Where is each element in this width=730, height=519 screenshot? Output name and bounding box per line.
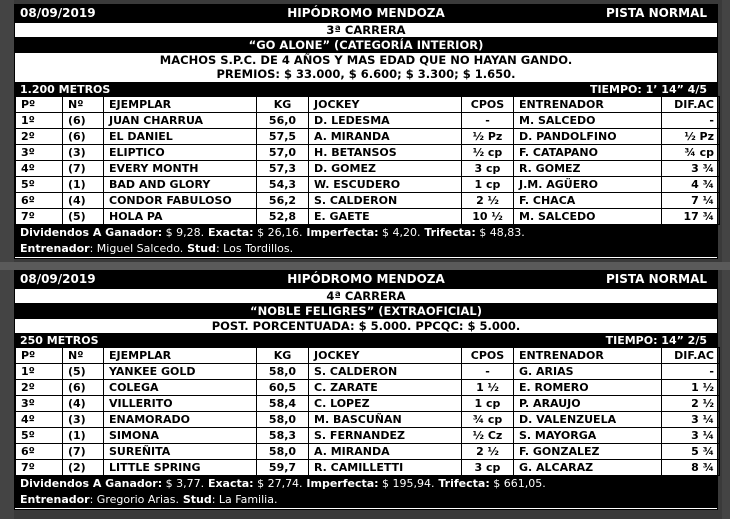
cumulative-diff: 3 ¼ <box>662 412 720 428</box>
race-conditions: POST. PORCENTUADA: $ 5.000. PPCQC: $ 5.000. <box>15 318 717 333</box>
ganador-value: $ 9,28. <box>162 226 205 239</box>
weight: 57,3 <box>257 161 309 177</box>
weight: 56,2 <box>257 193 309 209</box>
post-number: (4) <box>63 396 104 412</box>
dividends-line <box>15 476 717 492</box>
horse-name: YANKEE GOLD <box>104 364 257 380</box>
weight: 58,0 <box>257 364 309 380</box>
table-row <box>16 444 720 460</box>
col-lengths: CPOS <box>462 348 514 364</box>
weight: 60,5 <box>257 380 309 396</box>
cumulative-diff: 7 ¼ <box>662 193 720 209</box>
trainer: D. PANDOLFINO <box>514 129 662 145</box>
trainer-line <box>15 241 717 257</box>
imperfecta-value: $ 4,20. <box>378 226 421 239</box>
weight: 58,0 <box>257 444 309 460</box>
trainer-value: : Miguel Salcedo. <box>89 242 184 255</box>
jockey: M. BASCUÑAN <box>309 412 462 428</box>
col-position: Pº <box>16 97 63 113</box>
lengths: ½ Pz <box>462 129 514 145</box>
position: 1º <box>16 113 63 129</box>
table-row <box>16 428 720 444</box>
lengths: - <box>462 364 514 380</box>
post-number: (6) <box>63 129 104 145</box>
jockey: A. MIRANDA <box>309 129 462 145</box>
post-number: (3) <box>63 412 104 428</box>
weight: 56,0 <box>257 113 309 129</box>
trainer: G. ALCARAZ <box>514 460 662 476</box>
horse-name: VILLERITO <box>104 396 257 412</box>
lengths: ½ cp <box>462 145 514 161</box>
post-number: (2) <box>63 460 104 476</box>
track-condition: PISTA NORMAL <box>606 6 707 20</box>
ganador-value: $ 3,77. <box>162 477 205 490</box>
trainer: R. GOMEZ <box>514 161 662 177</box>
lengths: 3 cp <box>462 161 514 177</box>
lengths: 1 cp <box>462 396 514 412</box>
trainer: P. ARAUJO <box>514 396 662 412</box>
lengths: ½ Cz <box>462 428 514 444</box>
post-number: (4) <box>63 193 104 209</box>
stud-value: : La Familia. <box>211 493 278 506</box>
separator-stripe <box>0 262 730 270</box>
trainer-label: Entrenador <box>20 493 90 506</box>
trifecta-value: $ 48,83. <box>475 226 525 239</box>
col-lengths: CPOS <box>462 97 514 113</box>
table-row <box>16 412 720 428</box>
table-row <box>16 396 720 412</box>
cumulative-diff: 8 ¾ <box>662 460 720 476</box>
position: 3º <box>16 145 63 161</box>
col-number: Nº <box>63 348 104 364</box>
trainer-label: Entrenador <box>20 242 90 255</box>
position: 2º <box>16 380 63 396</box>
position: 4º <box>16 412 63 428</box>
trainer: D. VALENZUELA <box>514 412 662 428</box>
dividends-line <box>15 225 717 241</box>
trainer: G. ARIAS <box>514 364 662 380</box>
col-weight: KG <box>257 348 309 364</box>
table-row <box>16 177 720 193</box>
trainer-value: : Gregorio Arias. <box>89 493 179 506</box>
trifecta-value: $ 661,05. <box>489 477 546 490</box>
table-header-row <box>16 97 720 113</box>
race-distance: 1.200 METROS <box>20 83 111 96</box>
horse-name: BAD AND GLORY <box>104 177 257 193</box>
race-time: TIEMPO: 1’ 14” 4/5 <box>589 83 707 96</box>
post-number: (6) <box>63 380 104 396</box>
imperfecta-label: Imperfecta: <box>302 477 379 490</box>
col-number: Nº <box>63 97 104 113</box>
ganador-label: Dividendos A Ganador: <box>20 477 163 490</box>
results-table <box>15 347 720 476</box>
cumulative-diff: 3 ¼ <box>662 428 720 444</box>
cumulative-diff: ¾ cp <box>662 145 720 161</box>
position: 2º <box>16 129 63 145</box>
position: 6º <box>16 444 63 460</box>
trainer: F. GONZALEZ <box>514 444 662 460</box>
trifecta-label: Trifecta: <box>434 477 490 490</box>
weight: 58,0 <box>257 412 309 428</box>
position: 7º <box>16 209 63 225</box>
position: 5º <box>16 177 63 193</box>
track-condition: PISTA NORMAL <box>606 272 707 286</box>
col-weight: KG <box>257 97 309 113</box>
jockey: C. ZARATE <box>309 380 462 396</box>
position: 6º <box>16 193 63 209</box>
lengths: 1 ½ <box>462 380 514 396</box>
track-name: HIPÓDROMO MENDOZA <box>287 272 445 286</box>
lengths: 10 ½ <box>462 209 514 225</box>
horse-name: LITTLE SPRING <box>104 460 257 476</box>
table-row <box>16 113 720 129</box>
table-row <box>16 460 720 476</box>
results-table <box>15 96 720 225</box>
jockey: D. GOMEZ <box>309 161 462 177</box>
race-number: 3ª CARRERA <box>15 22 717 37</box>
table-header-row <box>16 348 720 364</box>
distance-bar <box>15 82 717 96</box>
col-jockey: JOCKEY <box>309 97 462 113</box>
jockey: D. LEDESMA <box>309 113 462 129</box>
stud-label: Stud <box>183 242 216 255</box>
table-row <box>16 380 720 396</box>
col-cumulative-diff: DIF.AC <box>662 348 720 364</box>
lengths: 2 ½ <box>462 444 514 460</box>
col-jockey: JOCKEY <box>309 348 462 364</box>
lengths: 2 ½ <box>462 193 514 209</box>
position: 3º <box>16 396 63 412</box>
jockey: W. ESCUDERO <box>309 177 462 193</box>
weight: 54,3 <box>257 177 309 193</box>
post-number: (7) <box>63 444 104 460</box>
col-horse: EJEMPLAR <box>104 348 257 364</box>
horse-name: SIMONA <box>104 428 257 444</box>
imperfecta-label: Imperfecta: <box>302 226 379 239</box>
trainer: J.M. AGÜERO <box>514 177 662 193</box>
weight: 57,5 <box>257 129 309 145</box>
jockey: S. CALDERON <box>309 193 462 209</box>
lengths: - <box>462 113 514 129</box>
table-row <box>16 161 720 177</box>
left-edge <box>0 0 14 519</box>
cumulative-diff: - <box>662 113 720 129</box>
horse-name: JUAN CHARRUA <box>104 113 257 129</box>
post-number: (5) <box>63 364 104 380</box>
race-distance: 250 METROS <box>20 334 99 347</box>
cumulative-diff: ½ Pz <box>662 129 720 145</box>
distance-bar <box>15 333 717 347</box>
col-position: Pº <box>16 348 63 364</box>
horse-name: COLEGA <box>104 380 257 396</box>
table-row <box>16 193 720 209</box>
cumulative-diff: 5 ¾ <box>662 444 720 460</box>
weight: 59,7 <box>257 460 309 476</box>
track-name: HIPÓDROMO MENDOZA <box>287 6 445 20</box>
exacta-value: $ 26,16. <box>253 226 303 239</box>
race-name: “NOBLE FELIGRES” (EXTRAOFICIAL) <box>15 303 717 318</box>
race-header <box>15 271 717 288</box>
exacta-label: Exacta: <box>204 477 254 490</box>
exacta-label: Exacta: <box>204 226 254 239</box>
trainer: F. CATAPANO <box>514 145 662 161</box>
stud-value: : Los Tordillos. <box>215 242 294 255</box>
position: 4º <box>16 161 63 177</box>
trainer: F. CHACA <box>514 193 662 209</box>
trifecta-label: Trifecta: <box>420 226 476 239</box>
cumulative-diff: 1 ½ <box>662 380 720 396</box>
lengths: 3 cp <box>462 460 514 476</box>
post-number: (3) <box>63 145 104 161</box>
race-prizes: PREMIOS: $ 33.000, $ 6.600; $ 3.300; $ 1.650. <box>216 67 516 81</box>
jockey: C. LOPEZ <box>309 396 462 412</box>
lengths: 1 cp <box>462 177 514 193</box>
race-time: TIEMPO: 14” 2/5 <box>605 334 707 347</box>
cumulative-diff: 3 ¾ <box>662 161 720 177</box>
jockey: R. CAMILLETTI <box>309 460 462 476</box>
post-number: (1) <box>63 428 104 444</box>
lengths: ¾ cp <box>462 412 514 428</box>
jockey: A. MIRANDA <box>309 444 462 460</box>
col-trainer: ENTRENADOR <box>514 97 662 113</box>
horse-name: EVERY MONTH <box>104 161 257 177</box>
trainer: M. SALCEDO <box>514 113 662 129</box>
trainer: E. ROMERO <box>514 380 662 396</box>
post-number: (5) <box>63 209 104 225</box>
race-date: 08/09/2019 <box>20 272 96 286</box>
imperfecta-value: $ 195,94. <box>378 477 435 490</box>
stud-label: Stud <box>178 493 212 506</box>
col-trainer: ENTRENADOR <box>514 348 662 364</box>
race-name: “GO ALONE” (CATEGORÍA INTERIOR) <box>15 37 717 52</box>
table-row <box>16 145 720 161</box>
position: 7º <box>16 460 63 476</box>
race-date: 08/09/2019 <box>20 6 96 20</box>
col-cumulative-diff: DIF.AC <box>662 97 720 113</box>
race-header <box>15 5 717 22</box>
race-card-2 <box>14 270 718 510</box>
weight: 58,4 <box>257 396 309 412</box>
trainer-line <box>15 492 717 508</box>
weight: 57,0 <box>257 145 309 161</box>
horse-name: CONDOR FABULOSO <box>104 193 257 209</box>
post-number: (1) <box>63 177 104 193</box>
horse-name: ELIPTICO <box>104 145 257 161</box>
horse-name: HOLA PA <box>104 209 257 225</box>
post-number: (6) <box>63 113 104 129</box>
race-conditions: MACHOS S.P.C. DE 4 AÑOS Y MAS EDAD QUE NO HAYAN GANDO. <box>15 52 717 67</box>
jockey: E. GAETE <box>309 209 462 225</box>
cumulative-diff: 2 ½ <box>662 396 720 412</box>
trainer: S. MAYORGA <box>514 428 662 444</box>
position: 1º <box>16 364 63 380</box>
horse-name: ENAMORADO <box>104 412 257 428</box>
horse-name: SUREÑITA <box>104 444 257 460</box>
exacta-value: $ 27,74. <box>253 477 303 490</box>
table-row <box>16 364 720 380</box>
table-row <box>16 129 720 145</box>
ganador-label: Dividendos A Ganador: <box>20 226 163 239</box>
race-card-1 <box>14 4 718 259</box>
weight: 52,8 <box>257 209 309 225</box>
cumulative-diff: - <box>662 364 720 380</box>
trainer: M. SALCEDO <box>514 209 662 225</box>
col-horse: EJEMPLAR <box>104 97 257 113</box>
post-number: (7) <box>63 161 104 177</box>
right-edge <box>722 0 730 519</box>
horse-name: EL DANIEL <box>104 129 257 145</box>
jockey: S. CALDERON <box>309 364 462 380</box>
race-number: 4ª CARRERA <box>15 288 717 303</box>
table-row <box>16 209 720 225</box>
cumulative-diff: 17 ¾ <box>662 209 720 225</box>
jockey: H. BETANSOS <box>309 145 462 161</box>
cumulative-diff: 4 ¾ <box>662 177 720 193</box>
jockey: S. FERNANDEZ <box>309 428 462 444</box>
position: 5º <box>16 428 63 444</box>
weight: 58,3 <box>257 428 309 444</box>
